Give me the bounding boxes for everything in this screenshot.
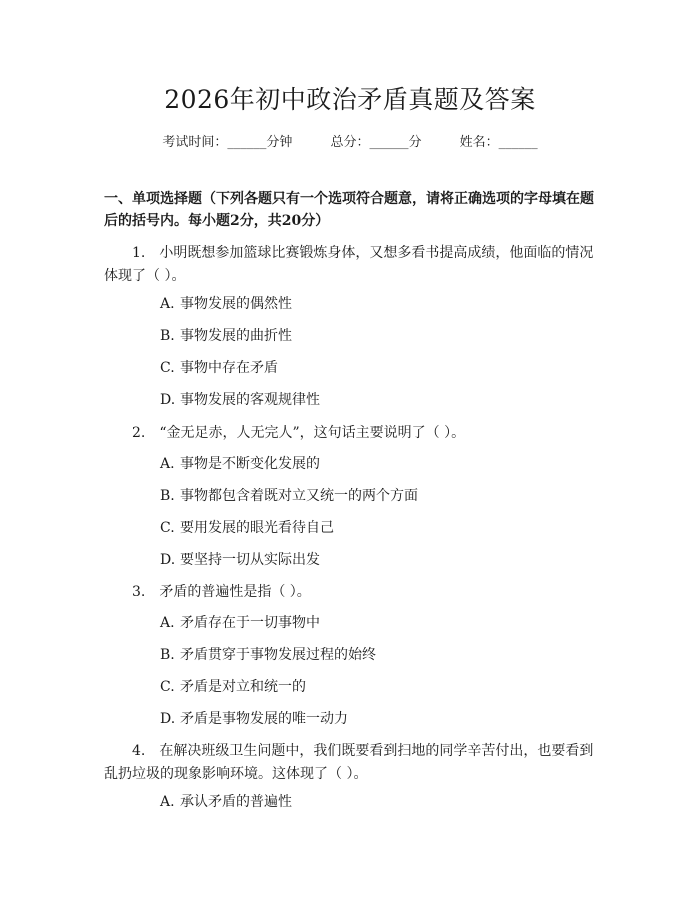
option-letter: C. xyxy=(160,360,175,376)
option-text: 事物发展的偶然性 xyxy=(180,296,292,312)
option-letter: C. xyxy=(160,679,175,695)
option-text: 事物发展的曲折性 xyxy=(180,328,292,344)
section-heading: 一、单项选择题（下列各题只有一个选项符合题意，请将正确选项的字母填在题后的括号内。每小题2分，共20分） xyxy=(104,191,594,229)
option-letter: D. xyxy=(160,552,176,568)
option-text: 要坚持一切从实际出发 xyxy=(180,552,320,568)
question-4: 4. 在解决班级卫生问题中，我们既要看到扫地的同学辛苦付出，也要看到乱扔垃圾的现象影响环境。这体现了（ ）。 xyxy=(104,743,594,782)
exam-time-field: 考试时间：______分钟 xyxy=(162,135,293,150)
option-letter: A. xyxy=(160,794,175,810)
option-letter: B. xyxy=(160,647,175,663)
option-letter: B. xyxy=(160,328,175,344)
question-3-option-c xyxy=(160,677,600,697)
option-text: 事物是不断变化发展的 xyxy=(180,456,320,472)
option-text: 矛盾贯穿于事物发展过程的始终 xyxy=(180,647,376,663)
question-2: 2. “金无足赤，人无完人”，这句话主要说明了（ ）。 xyxy=(132,425,466,441)
option-letter: D. xyxy=(160,711,176,727)
question-3-option-b xyxy=(160,645,600,665)
question-2-option-b xyxy=(160,486,600,506)
question-4-option-a xyxy=(160,792,600,812)
question-2-option-d xyxy=(160,550,600,570)
question-1-option-a xyxy=(160,294,600,314)
option-text: 要用发展的眼光看待自己 xyxy=(180,520,334,536)
page-title: 2026年初中政治矛盾真题及答案 xyxy=(164,85,536,114)
option-text: 事物发展的客观规律性 xyxy=(180,392,320,408)
option-letter: A. xyxy=(160,615,175,631)
option-letter: A. xyxy=(160,296,175,312)
exam-meta xyxy=(0,131,700,150)
student-name-field: 姓名：______ xyxy=(459,135,538,150)
total-score-field: 总分：______分 xyxy=(330,135,422,150)
option-letter: A. xyxy=(160,456,175,472)
question-3-option-a xyxy=(160,613,600,633)
option-text: 事物都包含着既对立又统一的两个方面 xyxy=(180,488,418,504)
option-text: 矛盾是事物发展的唯一动力 xyxy=(180,711,348,727)
question-1: 1. 小明既想参加篮球比赛锻炼身体，又想多看书提高成绩，他面临的情况体现了（ ）。 xyxy=(104,245,594,284)
question-1-option-b xyxy=(160,326,600,346)
option-text: 承认矛盾的普遍性 xyxy=(180,794,292,810)
question-3-option-d xyxy=(160,709,600,729)
option-text: 矛盾存在于一切事物中 xyxy=(180,615,320,631)
question-3: 3. 矛盾的普遍性是指（ ）。 xyxy=(132,584,311,600)
question-2-option-c xyxy=(160,518,600,538)
option-text: 矛盾是对立和统一的 xyxy=(180,679,306,695)
question-1-option-c xyxy=(160,358,600,378)
option-letter: C. xyxy=(160,520,175,536)
option-letter: B. xyxy=(160,488,175,504)
question-2-option-a xyxy=(160,454,600,474)
question-1-option-d xyxy=(160,390,600,410)
option-letter: D. xyxy=(160,392,176,408)
option-text: 事物中存在矛盾 xyxy=(180,360,278,376)
